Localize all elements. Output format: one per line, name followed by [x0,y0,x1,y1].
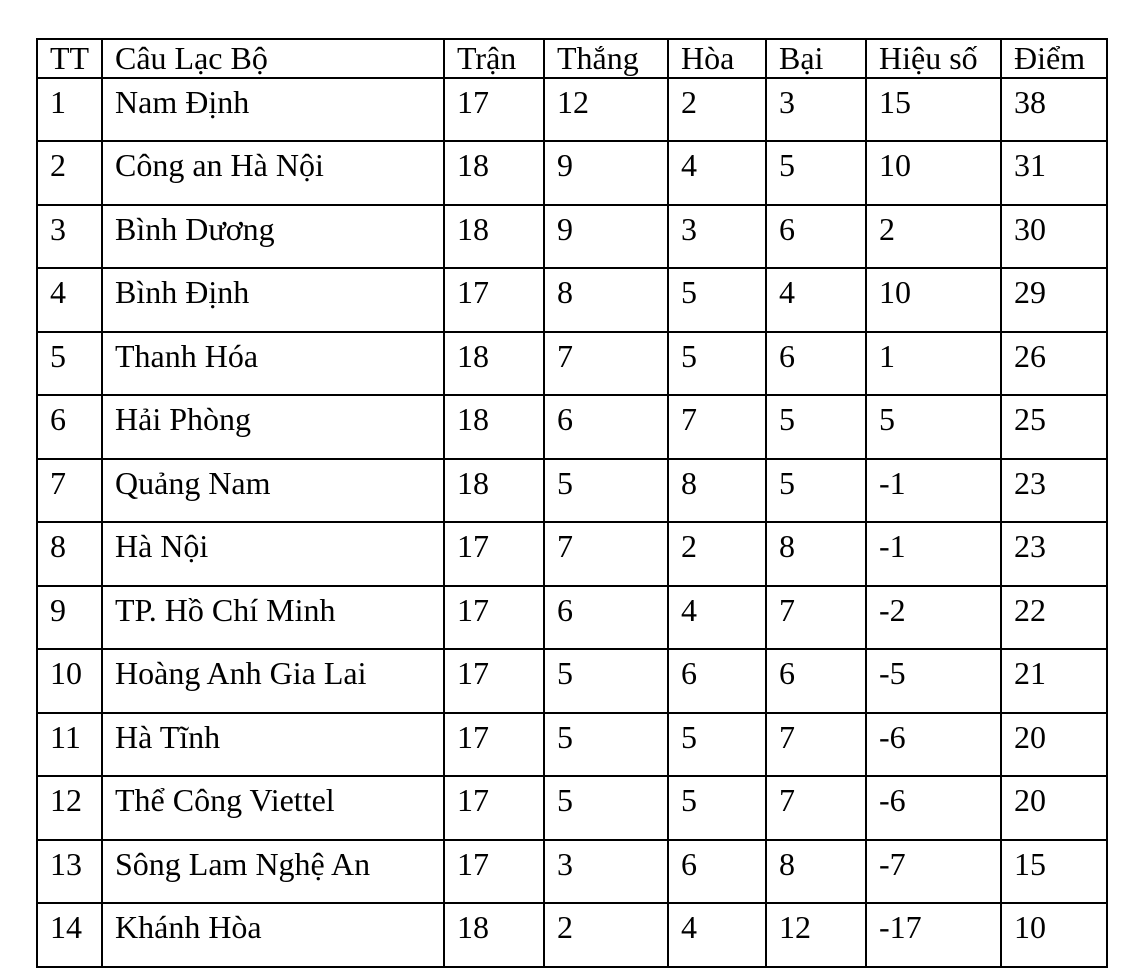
cell-drawn: 7 [668,395,766,459]
header-cell-won: Thắng [544,39,668,78]
cell-drawn: 6 [668,649,766,713]
table-row [37,78,1107,142]
cell-played: 18 [444,205,544,269]
cell-won: 9 [544,205,668,269]
cell-rank: 9 [37,586,102,650]
cell-club: Nam Định [102,78,444,142]
cell-won: 7 [544,332,668,396]
cell-goal-diff: 1 [866,332,1001,396]
table-row [37,268,1107,332]
table-row [37,459,1107,523]
cell-played: 17 [444,586,544,650]
header-cell-points: Điểm [1001,39,1107,78]
cell-rank: 11 [37,713,102,777]
table-row [37,522,1107,586]
cell-played: 17 [444,522,544,586]
cell-goal-diff: -6 [866,713,1001,777]
cell-drawn: 5 [668,713,766,777]
cell-lost: 12 [766,903,866,967]
cell-points: 21 [1001,649,1107,713]
cell-points: 10 [1001,903,1107,967]
cell-played: 17 [444,78,544,142]
cell-won: 12 [544,78,668,142]
cell-club: Hà Nội [102,522,444,586]
cell-goal-diff: -1 [866,459,1001,523]
header-cell-goal-diff: Hiệu số [866,39,1001,78]
cell-lost: 8 [766,522,866,586]
cell-lost: 4 [766,268,866,332]
cell-club: Bình Dương [102,205,444,269]
table-row [37,586,1107,650]
cell-lost: 6 [766,649,866,713]
cell-played: 17 [444,840,544,904]
cell-lost: 7 [766,776,866,840]
cell-won: 5 [544,776,668,840]
cell-lost: 3 [766,78,866,142]
cell-rank: 14 [37,903,102,967]
cell-points: 30 [1001,205,1107,269]
cell-points: 31 [1001,141,1107,205]
cell-won: 5 [544,459,668,523]
header-cell-drawn: Hòa [668,39,766,78]
cell-won: 5 [544,649,668,713]
cell-lost: 7 [766,586,866,650]
cell-played: 17 [444,713,544,777]
cell-played: 18 [444,141,544,205]
table-row [37,713,1107,777]
cell-played: 18 [444,903,544,967]
cell-drawn: 8 [668,459,766,523]
cell-drawn: 5 [668,776,766,840]
cell-lost: 7 [766,713,866,777]
cell-club: Hà Tĩnh [102,713,444,777]
cell-club: Thanh Hóa [102,332,444,396]
cell-drawn: 5 [668,332,766,396]
cell-won: 6 [544,395,668,459]
table-row [37,395,1107,459]
cell-club: Bình Định [102,268,444,332]
cell-drawn: 4 [668,903,766,967]
cell-drawn: 4 [668,141,766,205]
table-row [37,903,1107,967]
cell-rank: 8 [37,522,102,586]
cell-points: 15 [1001,840,1107,904]
cell-lost: 5 [766,395,866,459]
document-page [36,38,1108,968]
cell-rank: 6 [37,395,102,459]
table-row [37,205,1107,269]
cell-played: 17 [444,649,544,713]
cell-won: 5 [544,713,668,777]
cell-rank: 10 [37,649,102,713]
cell-club: Quảng Nam [102,459,444,523]
table-row [37,141,1107,205]
cell-rank: 12 [37,776,102,840]
table-row [37,649,1107,713]
cell-goal-diff: 5 [866,395,1001,459]
cell-goal-diff: -6 [866,776,1001,840]
cell-points: 29 [1001,268,1107,332]
cell-won: 3 [544,840,668,904]
cell-rank: 4 [37,268,102,332]
cell-won: 8 [544,268,668,332]
cell-club: Hoàng Anh Gia Lai [102,649,444,713]
cell-played: 18 [444,459,544,523]
cell-points: 20 [1001,713,1107,777]
cell-goal-diff: -1 [866,522,1001,586]
cell-club: Sông Lam Nghệ An [102,840,444,904]
cell-lost: 6 [766,205,866,269]
standings-table [36,38,1108,968]
cell-goal-diff: 10 [866,141,1001,205]
cell-club: Khánh Hòa [102,903,444,967]
cell-points: 26 [1001,332,1107,396]
cell-rank: 7 [37,459,102,523]
cell-club: TP. Hồ Chí Minh [102,586,444,650]
header-cell-rank: TT [37,39,102,78]
cell-points: 25 [1001,395,1107,459]
cell-played: 17 [444,268,544,332]
table-row [37,776,1107,840]
cell-rank: 5 [37,332,102,396]
cell-drawn: 3 [668,205,766,269]
header-cell-lost: Bại [766,39,866,78]
table-body [37,78,1107,967]
cell-lost: 6 [766,332,866,396]
header-cell-club: Câu Lạc Bộ [102,39,444,78]
cell-won: 6 [544,586,668,650]
header-row [37,39,1107,78]
cell-lost: 5 [766,459,866,523]
cell-goal-diff: -17 [866,903,1001,967]
cell-won: 7 [544,522,668,586]
cell-drawn: 2 [668,522,766,586]
cell-rank: 13 [37,840,102,904]
cell-played: 18 [444,395,544,459]
cell-club: Hải Phòng [102,395,444,459]
cell-club: Công an Hà Nội [102,141,444,205]
cell-won: 9 [544,141,668,205]
cell-points: 23 [1001,459,1107,523]
cell-points: 38 [1001,78,1107,142]
table-row [37,840,1107,904]
cell-rank: 3 [37,205,102,269]
cell-lost: 8 [766,840,866,904]
table-row [37,332,1107,396]
cell-lost: 5 [766,141,866,205]
cell-won: 2 [544,903,668,967]
cell-points: 22 [1001,586,1107,650]
cell-points: 23 [1001,522,1107,586]
cell-played: 18 [444,332,544,396]
cell-club: Thể Công Viettel [102,776,444,840]
cell-goal-diff: -5 [866,649,1001,713]
cell-goal-diff: 2 [866,205,1001,269]
cell-drawn: 2 [668,78,766,142]
cell-played: 17 [444,776,544,840]
cell-goal-diff: 15 [866,78,1001,142]
cell-rank: 2 [37,141,102,205]
cell-drawn: 5 [668,268,766,332]
cell-rank: 1 [37,78,102,142]
cell-goal-diff: 10 [866,268,1001,332]
table-header [37,39,1107,78]
cell-drawn: 6 [668,840,766,904]
cell-drawn: 4 [668,586,766,650]
cell-points: 20 [1001,776,1107,840]
header-cell-played: Trận [444,39,544,78]
cell-goal-diff: -2 [866,586,1001,650]
cell-goal-diff: -7 [866,840,1001,904]
